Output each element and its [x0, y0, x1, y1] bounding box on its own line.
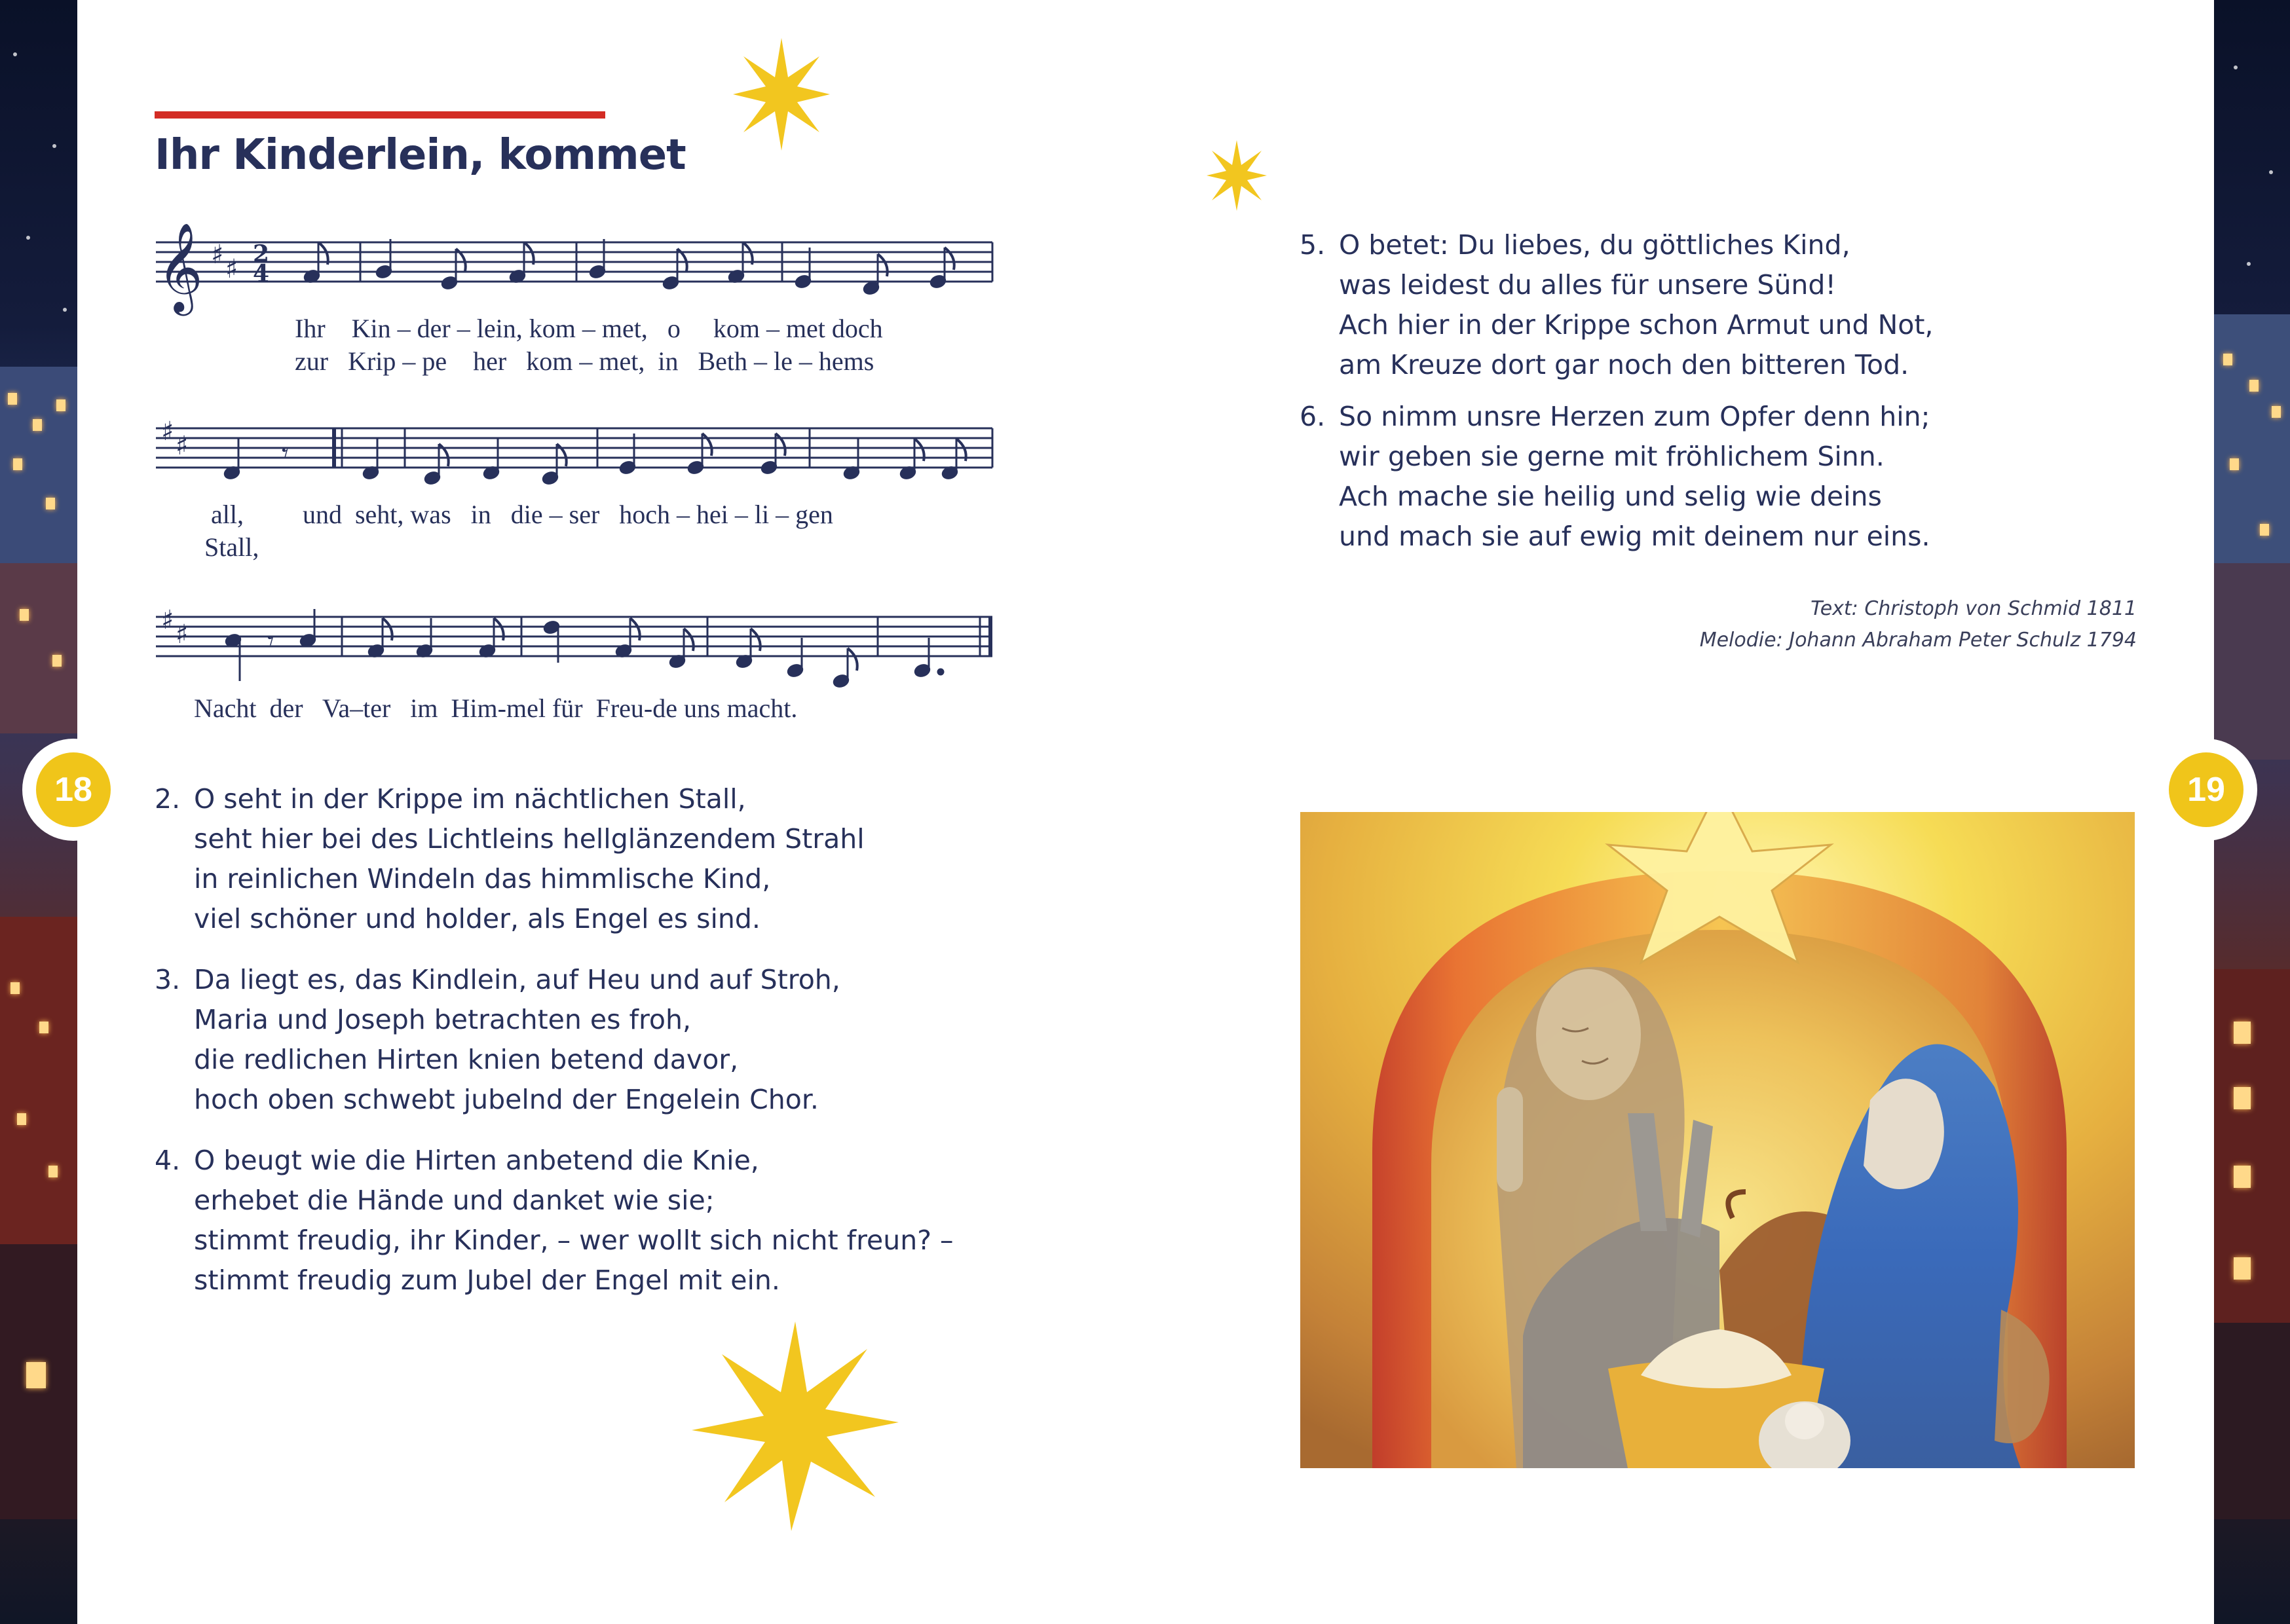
gold-star-icon: [690, 1320, 900, 1532]
verse-line: die redlichen Hirten knien betend davor,: [194, 1044, 739, 1075]
verse-number: 6.: [1300, 401, 1326, 432]
verse-number: 2.: [155, 783, 181, 815]
treble-clef-icon: 𝄞: [157, 221, 203, 312]
verse-line: Ach mache sie heilig und selig wie deins: [1339, 481, 1882, 512]
song-title: Ihr Kinderlein, kommet: [155, 131, 686, 179]
nativity-watercolor-image: [1300, 812, 2135, 1468]
verse-line: erhebet die Hände und danket wie sie;: [194, 1185, 715, 1216]
verse-5: [1300, 225, 2138, 389]
page-number-right: 19: [2169, 752, 2243, 827]
verse-line: hoch oben schwebt jubelnd der Engelein Chor.: [194, 1084, 819, 1115]
verse-4: [155, 1141, 1006, 1304]
staff-1-lines: [156, 242, 992, 282]
time-sig-top: 2: [253, 240, 270, 268]
verse-2: [155, 779, 1006, 943]
verse-line: wir geben sie gerne mit fröhlichem Sinn.: [1339, 441, 1885, 472]
verse-number: 5.: [1300, 229, 1326, 261]
verse-line: O seht in der Krippe im nächtlichen Stall,: [194, 783, 746, 815]
verse-line: viel schöner und holder, als Engel es sind.: [194, 903, 760, 934]
verse-line: Da liegt es, das Kindlein, auf Heu und auf Stroh,: [194, 964, 840, 995]
page-number-left: 18: [36, 752, 111, 827]
sharp-icon: ♯: [225, 254, 238, 284]
verse-line: O beugt wie die Hirten anbetend die Knie,: [194, 1145, 759, 1176]
page-number-left-wrap: [22, 739, 124, 841]
rest-icon: 𝄾: [267, 626, 274, 656]
credits: [1572, 597, 2137, 663]
gold-star-icon: [1205, 139, 1268, 212]
verse-number: 4.: [155, 1145, 181, 1176]
page-number-right-wrap: [2155, 739, 2257, 841]
sharp-icon: ♯: [161, 605, 174, 635]
verse-number: 3.: [155, 964, 181, 995]
verse-line: und mach sie auf ewig mit deinem nur eins.: [1339, 521, 1930, 552]
verse-line: was leidest du alles für unsere Sünd!: [1339, 269, 1836, 301]
lyrics-staff2-line1: all, und seht, was in die – ser hoch – hei – li – gen: [211, 500, 833, 529]
verse-line: in reinlichen Windeln das himmlische Kind,: [194, 863, 771, 895]
sharp-icon: ♯: [161, 416, 174, 447]
verse-line: Maria und Joseph betrachten es froh,: [194, 1004, 692, 1035]
rest-icon: 𝄾: [282, 439, 289, 469]
verse-line: O betet: Du liebes, du göttliches Kind,: [1339, 229, 1850, 261]
verse-6: [1300, 397, 2138, 561]
lyrics-staff2-line2: Stall,: [204, 532, 259, 562]
sharp-icon: ♯: [211, 240, 224, 270]
verse-line: stimmt freudig zum Jubel der Engel mit ein.: [194, 1264, 780, 1296]
verse-line: Ach hier in der Krippe schon Armut und Not,: [1339, 309, 1934, 341]
time-sig-bottom: 4: [253, 260, 270, 287]
credit-melody: Melodie: Johann Abraham Peter Schulz 1794: [1699, 629, 2137, 652]
verse-3: [155, 960, 1006, 1124]
credit-text: Text: Christoph von Schmid 1811: [1811, 597, 2137, 620]
lyrics-staff1-line1: Ihr Kin – der – lein, kom – met, o kom – met doch: [295, 314, 883, 343]
verse-line: am Kreuze dort gar noch den bitteren Tod.: [1339, 349, 1909, 380]
verse-line: stimmt freudig, ihr Kinder, – wer wollt sich nicht freun? –: [194, 1225, 954, 1256]
staff-3-lines: [156, 617, 992, 656]
lyrics-staff1-line2: zur Krip – pe her kom – met, in Beth – le – hems: [295, 346, 874, 376]
sharp-icon: ♯: [176, 619, 189, 650]
verse-line: seht hier bei des Lichtleins hellglänzendem Strahl: [194, 823, 865, 855]
verse-line: So nimm unsre Herzen zum Opfer denn hin;: [1339, 401, 1930, 432]
nativity-illustration: [1300, 812, 2135, 1468]
lyrics-staff3-line1: Nacht der Va–ter im Him-mel für Freu-de uns macht.: [194, 693, 798, 723]
sharp-icon: ♯: [176, 431, 189, 461]
